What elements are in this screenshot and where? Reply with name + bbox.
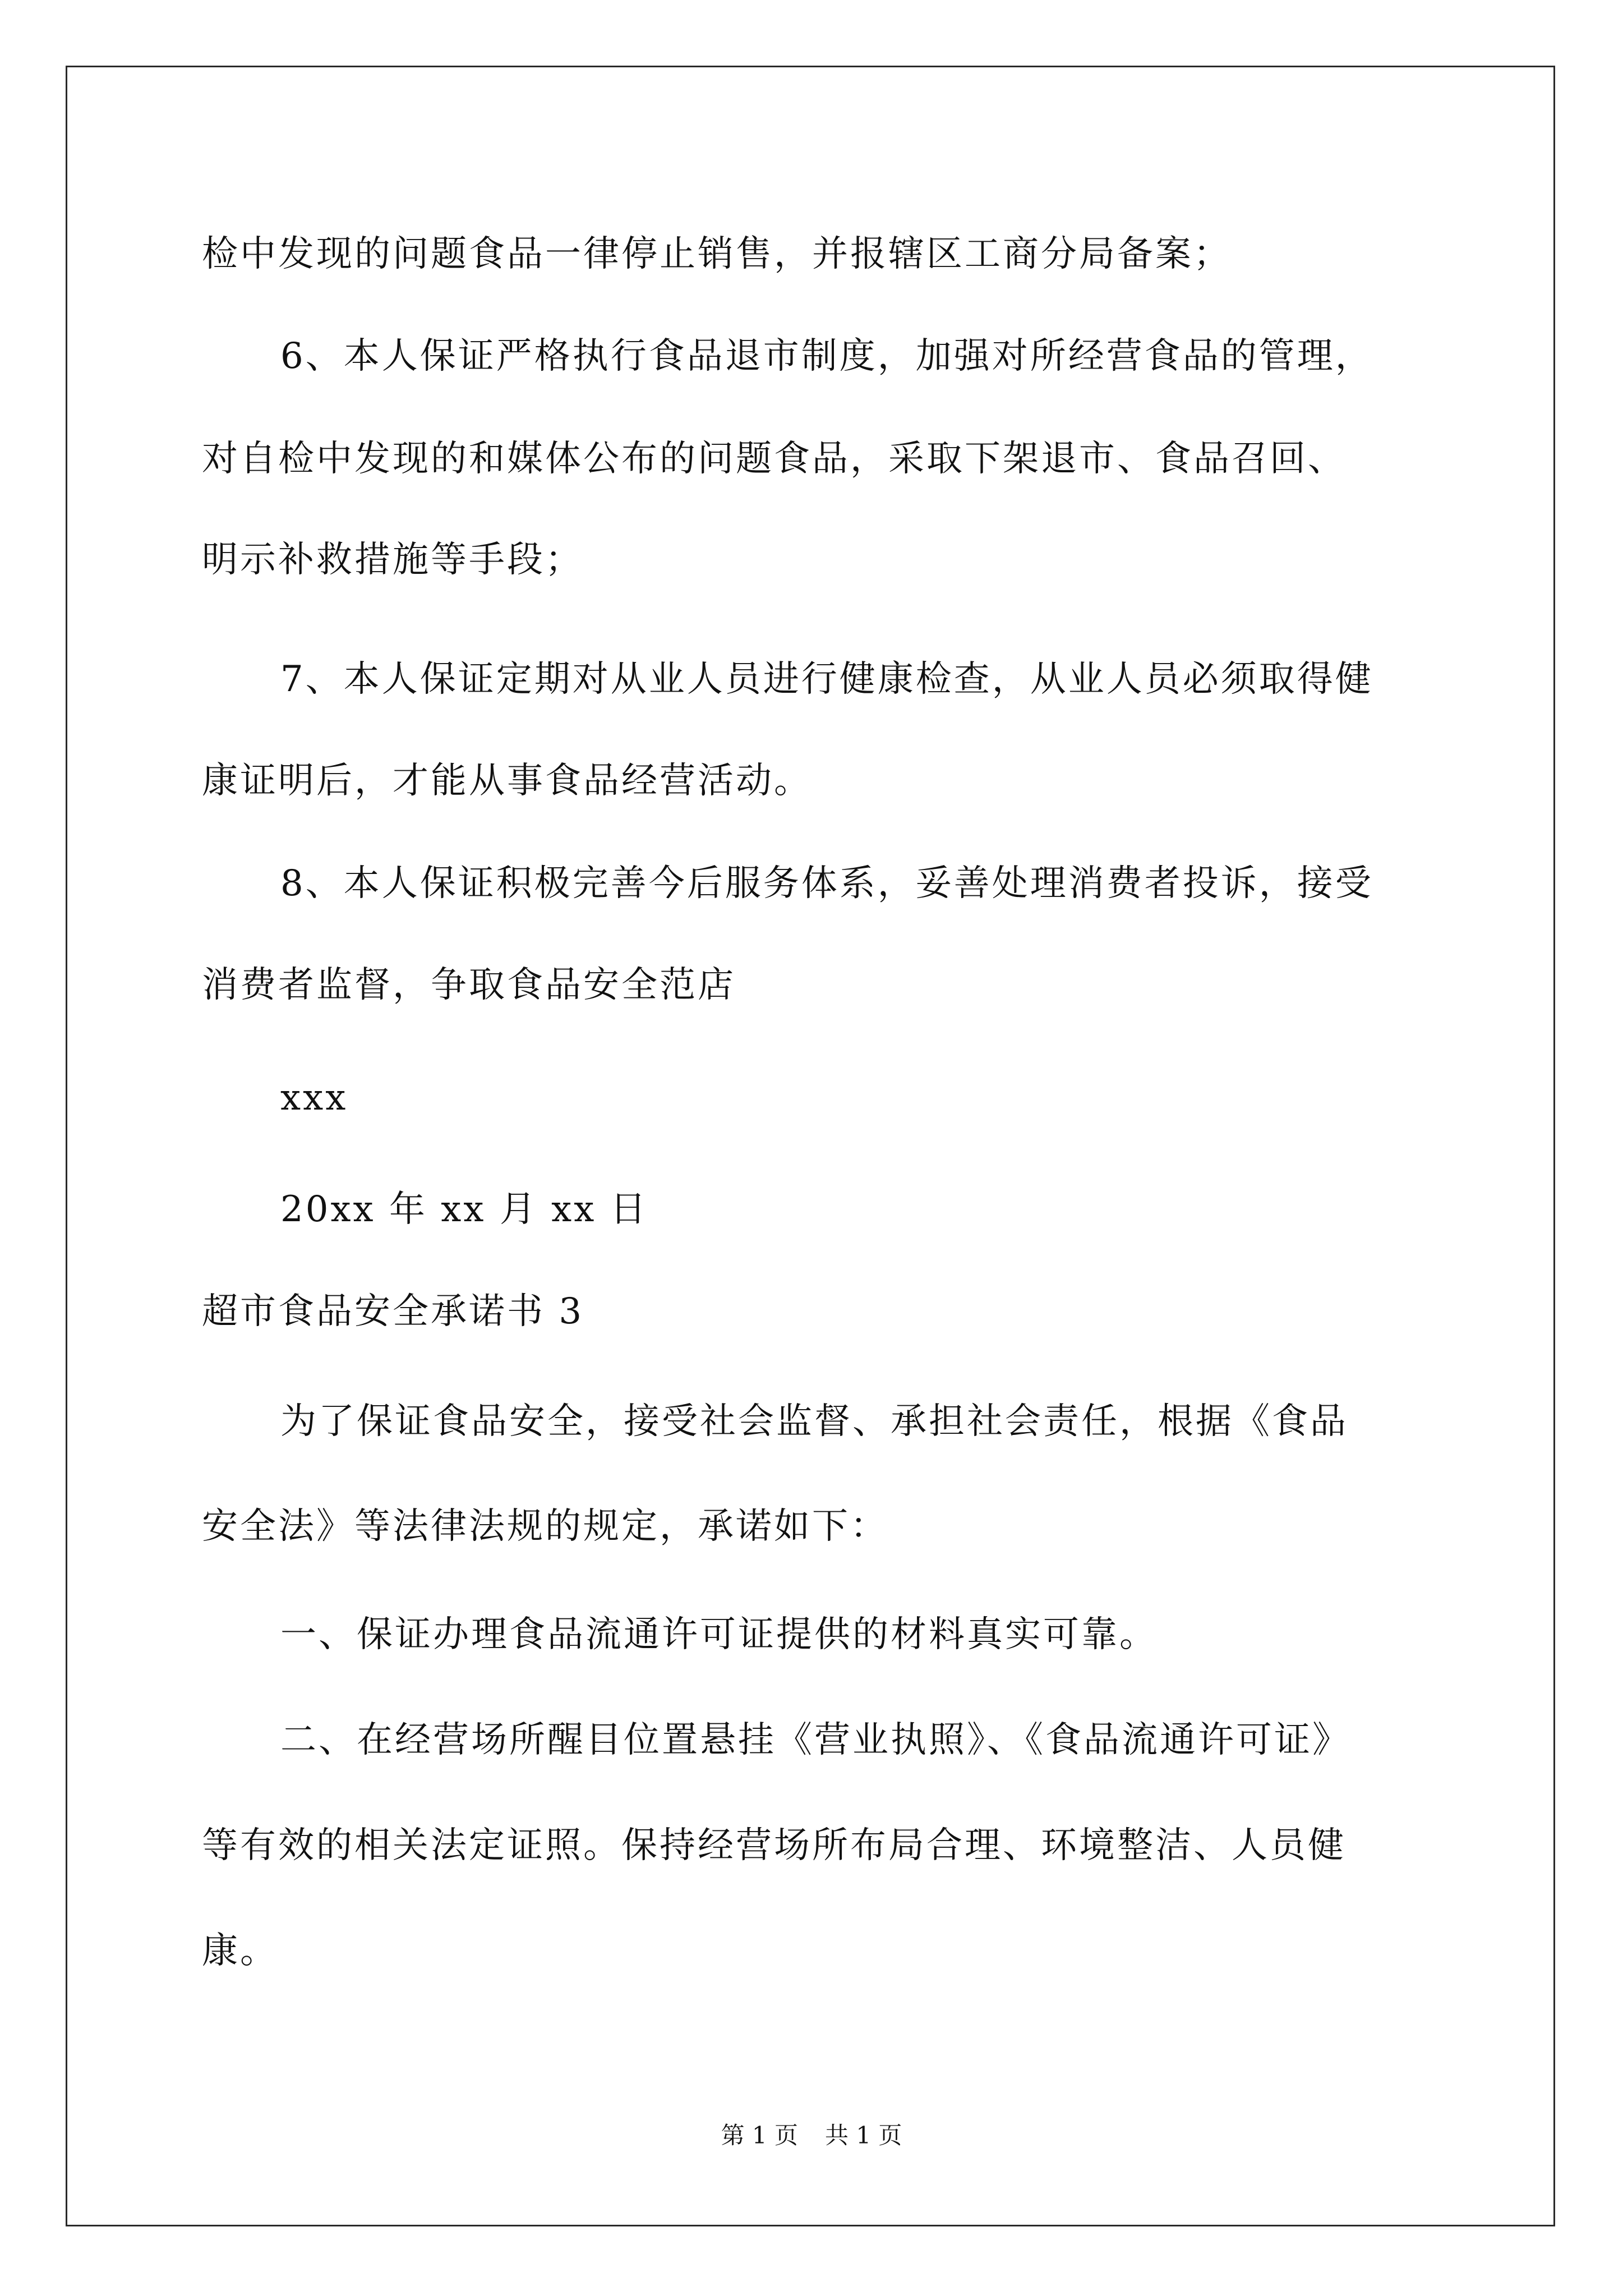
section-heading: 超市食品安全承诺书 3 — [202, 1291, 584, 1332]
page-border — [66, 66, 1555, 2226]
text-line: 消费者监督，争取食品安全范店 — [202, 964, 736, 1006]
text-line: 康。 — [202, 1930, 278, 1972]
text-line: 6、本人保证严格执行食品退市制度，加强对所经营食品的管理， — [280, 335, 1373, 377]
text-line: 为了保证食品安全，接受社会监督、承担社会责任，根据《食品 — [280, 1401, 1348, 1442]
text-line: 二、在经营场所醒目位置悬挂《营业执照》、《食品流通许可证》 — [280, 1719, 1350, 1761]
text-line: 一、保证办理食品流通许可证提供的材料真实可靠。 — [280, 1614, 1158, 1655]
text-line: 检中发现的问题食品一律停止销售，并报辖区工商分局备案； — [202, 233, 1232, 275]
text-line: 对自检中发现的和媒体公布的问题食品，采取下架退市、食品召回、 — [202, 438, 1346, 480]
signature-name: xxx — [280, 1077, 348, 1119]
text-line: 安全法》等法律法规的规定，承诺如下： — [202, 1506, 888, 1547]
date-line: 20xx 年 xx 月 xx 日 — [280, 1189, 648, 1230]
text-line: 8、本人保证积极完善今后服务体系，妥善处理消费者投诉，接受 — [280, 863, 1373, 904]
text-line: 康证明后，才能从事食品经营活动。 — [202, 760, 812, 802]
page-number: 第 1 页 — [721, 2122, 798, 2149]
text-line: 明示补救措施等手段； — [202, 539, 583, 581]
page-footer — [0, 2124, 1623, 2147]
text-line: 7、本人保证定期对从业人员进行健康检查，从业人员必须取得健 — [280, 659, 1373, 700]
page-total: 共 1 页 — [825, 2122, 902, 2149]
text-line: 等有效的相关法定证照。保持经营场所布局合理、环境整洁、人员健 — [202, 1825, 1346, 1866]
